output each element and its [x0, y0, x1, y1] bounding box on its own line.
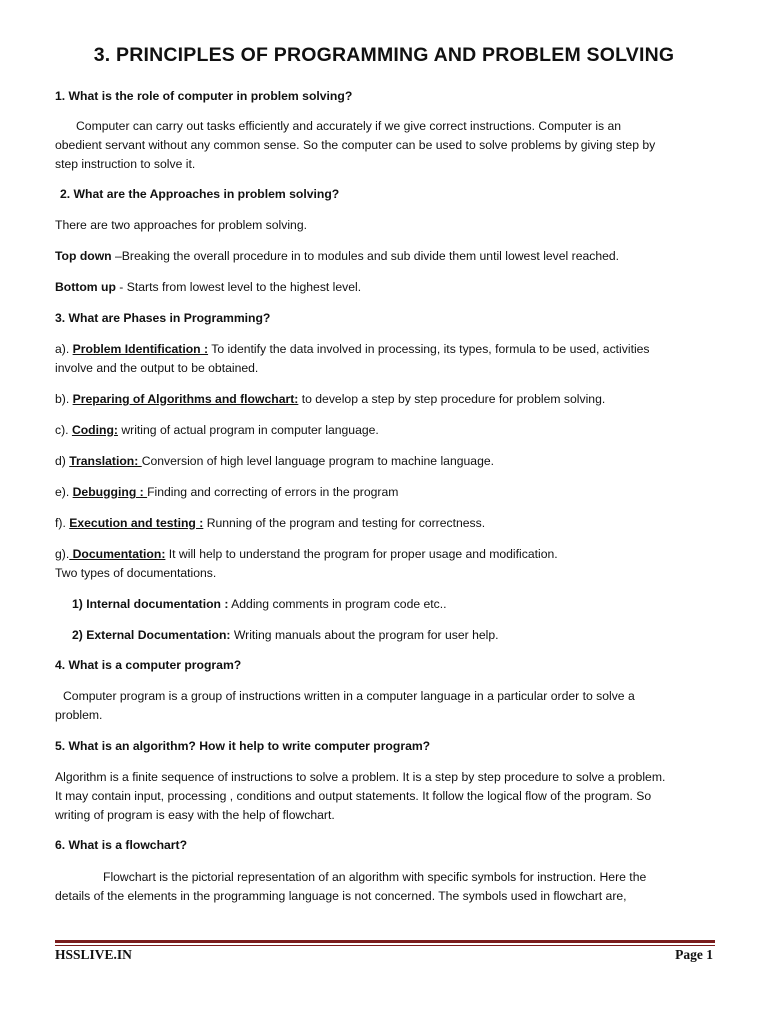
answer-5-line-3: writing of program is easy with the help of flowchart. [55, 808, 335, 822]
answer-6-line-1: Flowchart is the pictorial representation of an algorithm with specific symbols for instruction. Here the [103, 870, 647, 884]
bottom-up-line: Bottom up - Starts from lowest level to the highest level. [55, 280, 362, 294]
phase-d: d) Translation: Conversion of high level language program to machine language. [55, 454, 495, 468]
approaches-intro: There are two approaches for problem solving. [55, 218, 308, 232]
phase-c: c). Coding: writing of actual program in computer language. [55, 423, 379, 437]
top-down-line: Top down –Breaking the overall procedure in to modules and sub divide them until lowest level reached. [55, 249, 620, 263]
phase-f: f). Execution and testing : Running of the program and testing for correctness. [55, 516, 486, 530]
footer-rule-thin [55, 945, 715, 946]
question-4: 4. What is a computer program? [55, 658, 242, 672]
documentation-types: Two types of documentations. [55, 566, 217, 580]
answer-5-line-2: It may contain input, processing , conditions and output statements. It follow the logical flow of the program. So [55, 789, 652, 803]
footer-rule-thick [55, 940, 715, 943]
answer-1-line-1: Computer can carry out tasks efficiently and accurately if we give correct instructions. Computer is an [76, 119, 622, 133]
footer-site: HSSLIVE.IN [55, 947, 132, 962]
question-2: 2. What are the Approaches in problem solving? [60, 187, 340, 201]
answer-4-line-2: problem. [55, 708, 103, 722]
answer-1-line-3: step instruction to solve it. [55, 157, 196, 171]
footer-page-number: Page 1 [675, 947, 713, 962]
answer-4-line-1: Computer program is a group of instructions written in a computer language in a particular order to solve a [63, 689, 635, 703]
phase-a: a). Problem Identification : To identify the data involved in processing, its types, formula to be used, activities [55, 342, 650, 356]
phase-g: g). Documentation: It will help to understand the program for proper usage and modification. [55, 547, 558, 561]
internal-documentation: 1) Internal documentation : Adding comments in program code etc.. [72, 597, 447, 611]
phase-a-cont: involve and the output to be obtained. [55, 361, 259, 375]
answer-1-line-2: obedient servant without any common sense. So the computer can be used to solve problems by giving step by [55, 138, 656, 152]
question-6: 6. What is a flowchart? [55, 838, 188, 852]
question-1: 1. What is the role of computer in problem solving? [55, 89, 353, 103]
question-3: 3. What are Phases in Programming? [55, 311, 271, 325]
phase-b: b). Preparing of Algorithms and flowchart: to develop a step by step procedure for problem solving. [55, 392, 606, 406]
phase-e: e). Debugging : Finding and correcting of errors in the program [55, 485, 399, 499]
answer-6-line-2: details of the elements in the programming language is not concerned. The symbols used in flowchart are, [55, 889, 627, 903]
page-title: 3. PRINCIPLES OF PROGRAMMING AND PROBLEM SOLVING [93, 44, 675, 66]
answer-5-line-1: Algorithm is a finite sequence of instructions to solve a problem. It is a step by step procedure to solve a problem. [55, 770, 666, 784]
external-documentation: 2) External Documentation: Writing manuals about the program for user help. [72, 628, 499, 642]
question-5: 5. What is an algorithm? How it help to write computer program? [55, 739, 431, 753]
